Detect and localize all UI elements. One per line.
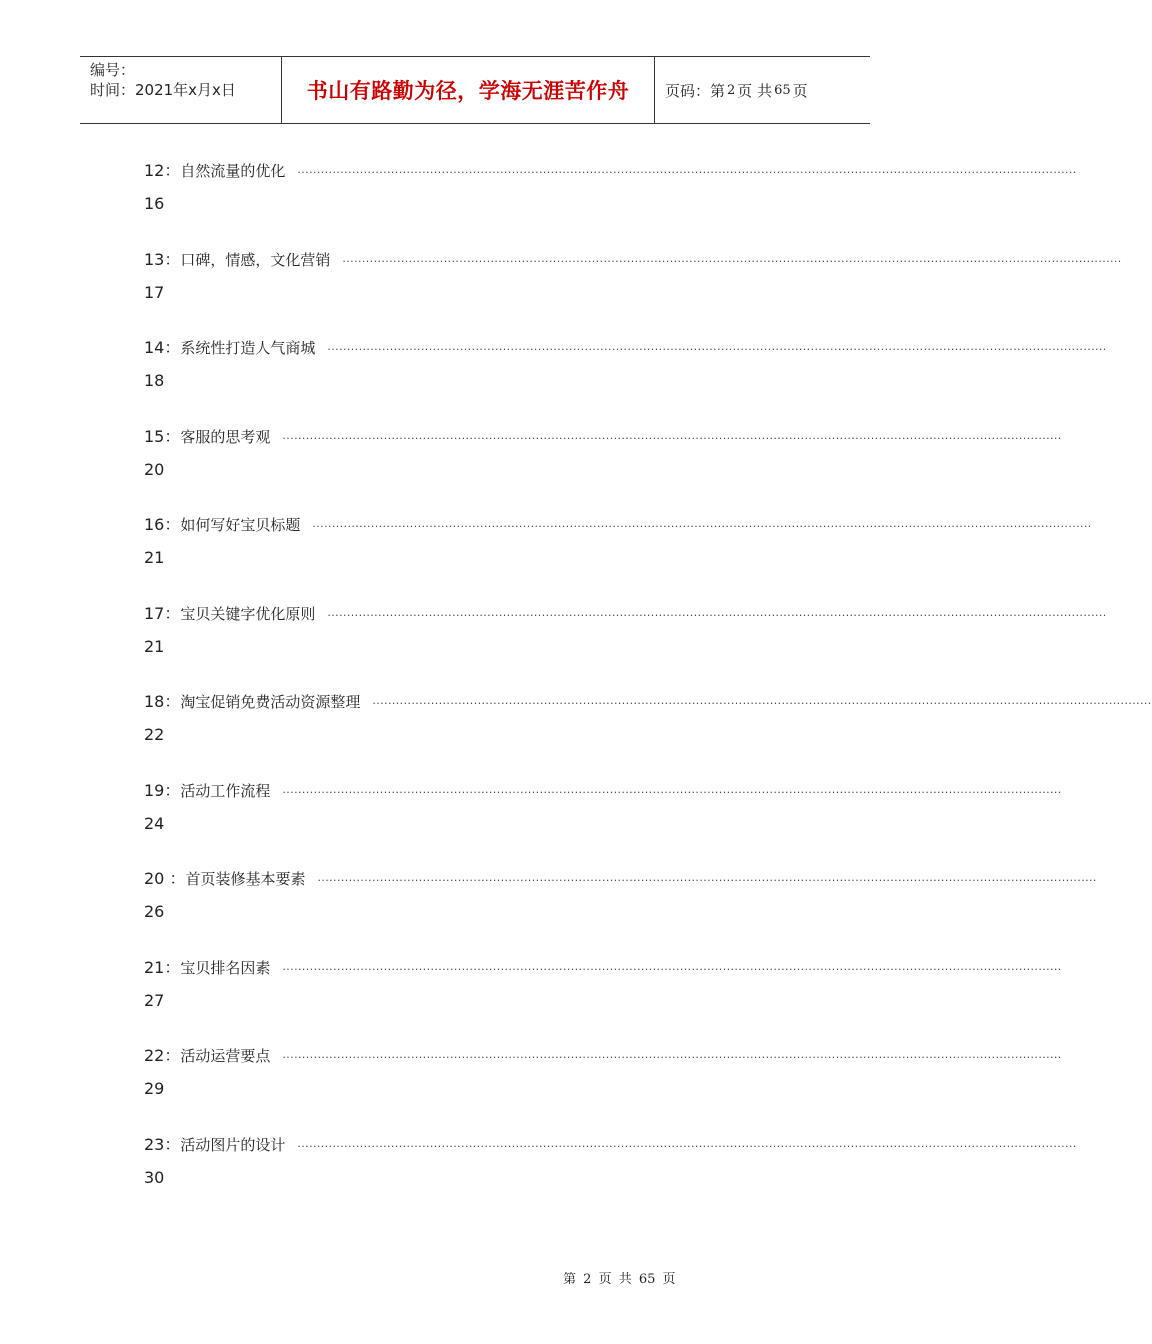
- toc-entry-number: 14：: [144, 338, 181, 357]
- toc-entry-title: 如何写好宝贝标题: [180, 516, 301, 534]
- toc-entry-line: [144, 601, 1107, 629]
- toc-entry-number: 23：: [144, 1134, 181, 1154]
- toc-entry-line: [144, 512, 1092, 540]
- toc-entry-number: 12：: [144, 161, 181, 180]
- header-page-prefix: 页码：第: [665, 81, 726, 100]
- toc-leader-dots: ········································································································································································································: [317, 874, 1097, 887]
- toc-entry-title: 口碑，情感，文化营销: [180, 250, 331, 269]
- toc-entry-number: 22：: [144, 1046, 181, 1065]
- toc-leader-dots: ········································································································································································································: [327, 343, 1107, 356]
- toc-entry-title: 活动工作流程: [180, 781, 271, 800]
- toc-entry-page: 24: [144, 813, 165, 833]
- toc-entry-title: 淘宝促销免费活动资源整理: [180, 693, 361, 711]
- toc-entry-line: [144, 158, 1077, 186]
- toc-entry-title: 首页装修基本要素: [185, 870, 306, 888]
- toc-entry-page: 22: [144, 725, 165, 744]
- toc-entry[interactable]: [144, 158, 1077, 247]
- footer-suffix: 页: [662, 1272, 676, 1287]
- footer-current: 2: [583, 1272, 592, 1287]
- toc-entry[interactable]: [144, 601, 1107, 690]
- toc-entry-title: 活动图片的设计: [180, 1135, 286, 1154]
- toc-entry-title: 宝贝关键字优化原则: [180, 604, 316, 623]
- toc-entry-page: 26: [144, 902, 165, 921]
- toc-entry-line: [144, 778, 1062, 806]
- header-page-mid: 页 共: [737, 81, 773, 100]
- toc-leader-dots: ········································································································································································································: [342, 254, 1122, 268]
- toc-entry-page: 16: [144, 194, 165, 213]
- toc-leader-dots: ········································································································································································································: [312, 520, 1092, 533]
- toc-leader-dots: ········································································································································································································: [372, 697, 1152, 710]
- toc-entry[interactable]: [144, 247, 1122, 336]
- table-of-contents: [144, 158, 1152, 1220]
- toc-entry-page: 30: [144, 1167, 165, 1187]
- toc-entry[interactable]: [144, 512, 1092, 601]
- toc-entry-number: 18：: [144, 692, 181, 711]
- toc-entry-title: 宝贝排名因素: [180, 958, 271, 977]
- toc-entry-page: 20: [144, 459, 165, 479]
- toc-entry-number: 13：: [144, 249, 181, 269]
- toc-leader-dots: ········································································································································································································: [282, 962, 1062, 976]
- toc-entry-title: 客服的思考观: [180, 427, 271, 446]
- toc-leader-dots: ········································································································································································································: [282, 431, 1062, 445]
- toc-entry-number: 21：: [144, 957, 181, 977]
- toc-entry-page: 27: [144, 990, 165, 1010]
- toc-leader-dots: ········································································································································································································: [297, 1139, 1077, 1153]
- toc-entry[interactable]: [144, 335, 1107, 424]
- toc-entry-number: 16：: [144, 515, 181, 534]
- toc-leader-dots: ········································································································································································································: [282, 785, 1062, 799]
- toc-entry[interactable]: [144, 1132, 1077, 1221]
- toc-entry-page: 29: [144, 1079, 165, 1098]
- toc-entry-line: [144, 335, 1107, 363]
- toc-entry[interactable]: [144, 866, 1097, 955]
- toc-entry-number: 17：: [144, 603, 181, 623]
- footer-mid: 页 共: [598, 1272, 632, 1287]
- toc-entry-line: [144, 689, 1152, 717]
- toc-entry-title: 系统性打造人气商城: [180, 339, 316, 357]
- header-meta: [80, 57, 281, 123]
- serial-label: 编号：: [90, 61, 136, 79]
- toc-entry[interactable]: [144, 1043, 1062, 1132]
- toc-entry[interactable]: [144, 955, 1062, 1044]
- toc-entry-line: [144, 866, 1097, 894]
- header-page-total: 65: [774, 82, 791, 98]
- footer-page-info: [563, 1268, 676, 1287]
- header-page-suffix: 页: [792, 81, 808, 100]
- toc-entry-number: 20 ：: [144, 869, 186, 888]
- toc-entry[interactable]: [144, 778, 1062, 867]
- toc-entry-title: 活动运营要点: [180, 1047, 271, 1065]
- time-label: 时间：2021年x月x日: [90, 81, 236, 99]
- footer-prefix: 第: [563, 1272, 577, 1287]
- header-page-current: 2: [727, 82, 736, 98]
- header-page-info: [655, 57, 870, 123]
- toc-entry-line: [144, 424, 1062, 452]
- toc-entry-page: 21: [144, 548, 165, 567]
- header-motto: 书山有路勤为径，学海无涯苦作舟: [281, 57, 655, 123]
- toc-entry-line: [144, 955, 1062, 983]
- toc-leader-dots: ········································································································································································································: [297, 166, 1077, 179]
- toc-entry-number: 15：: [144, 426, 181, 446]
- toc-entry-page: 21: [144, 636, 165, 656]
- toc-entry-page: 18: [144, 371, 165, 390]
- toc-entry[interactable]: [144, 424, 1062, 513]
- toc-entry-line: [144, 1043, 1062, 1071]
- toc-entry-number: 19：: [144, 780, 181, 800]
- toc-entry-line: [144, 247, 1122, 275]
- toc-entry[interactable]: [144, 689, 1152, 778]
- page-header: [80, 56, 870, 124]
- toc-leader-dots: ········································································································································································································: [327, 608, 1107, 622]
- toc-entry-title: 自然流量的优化: [180, 162, 286, 180]
- toc-entry-line: [144, 1132, 1077, 1160]
- toc-entry-page: 17: [144, 282, 165, 302]
- footer-total: 65: [638, 1272, 656, 1287]
- toc-leader-dots: ········································································································································································································: [282, 1051, 1062, 1064]
